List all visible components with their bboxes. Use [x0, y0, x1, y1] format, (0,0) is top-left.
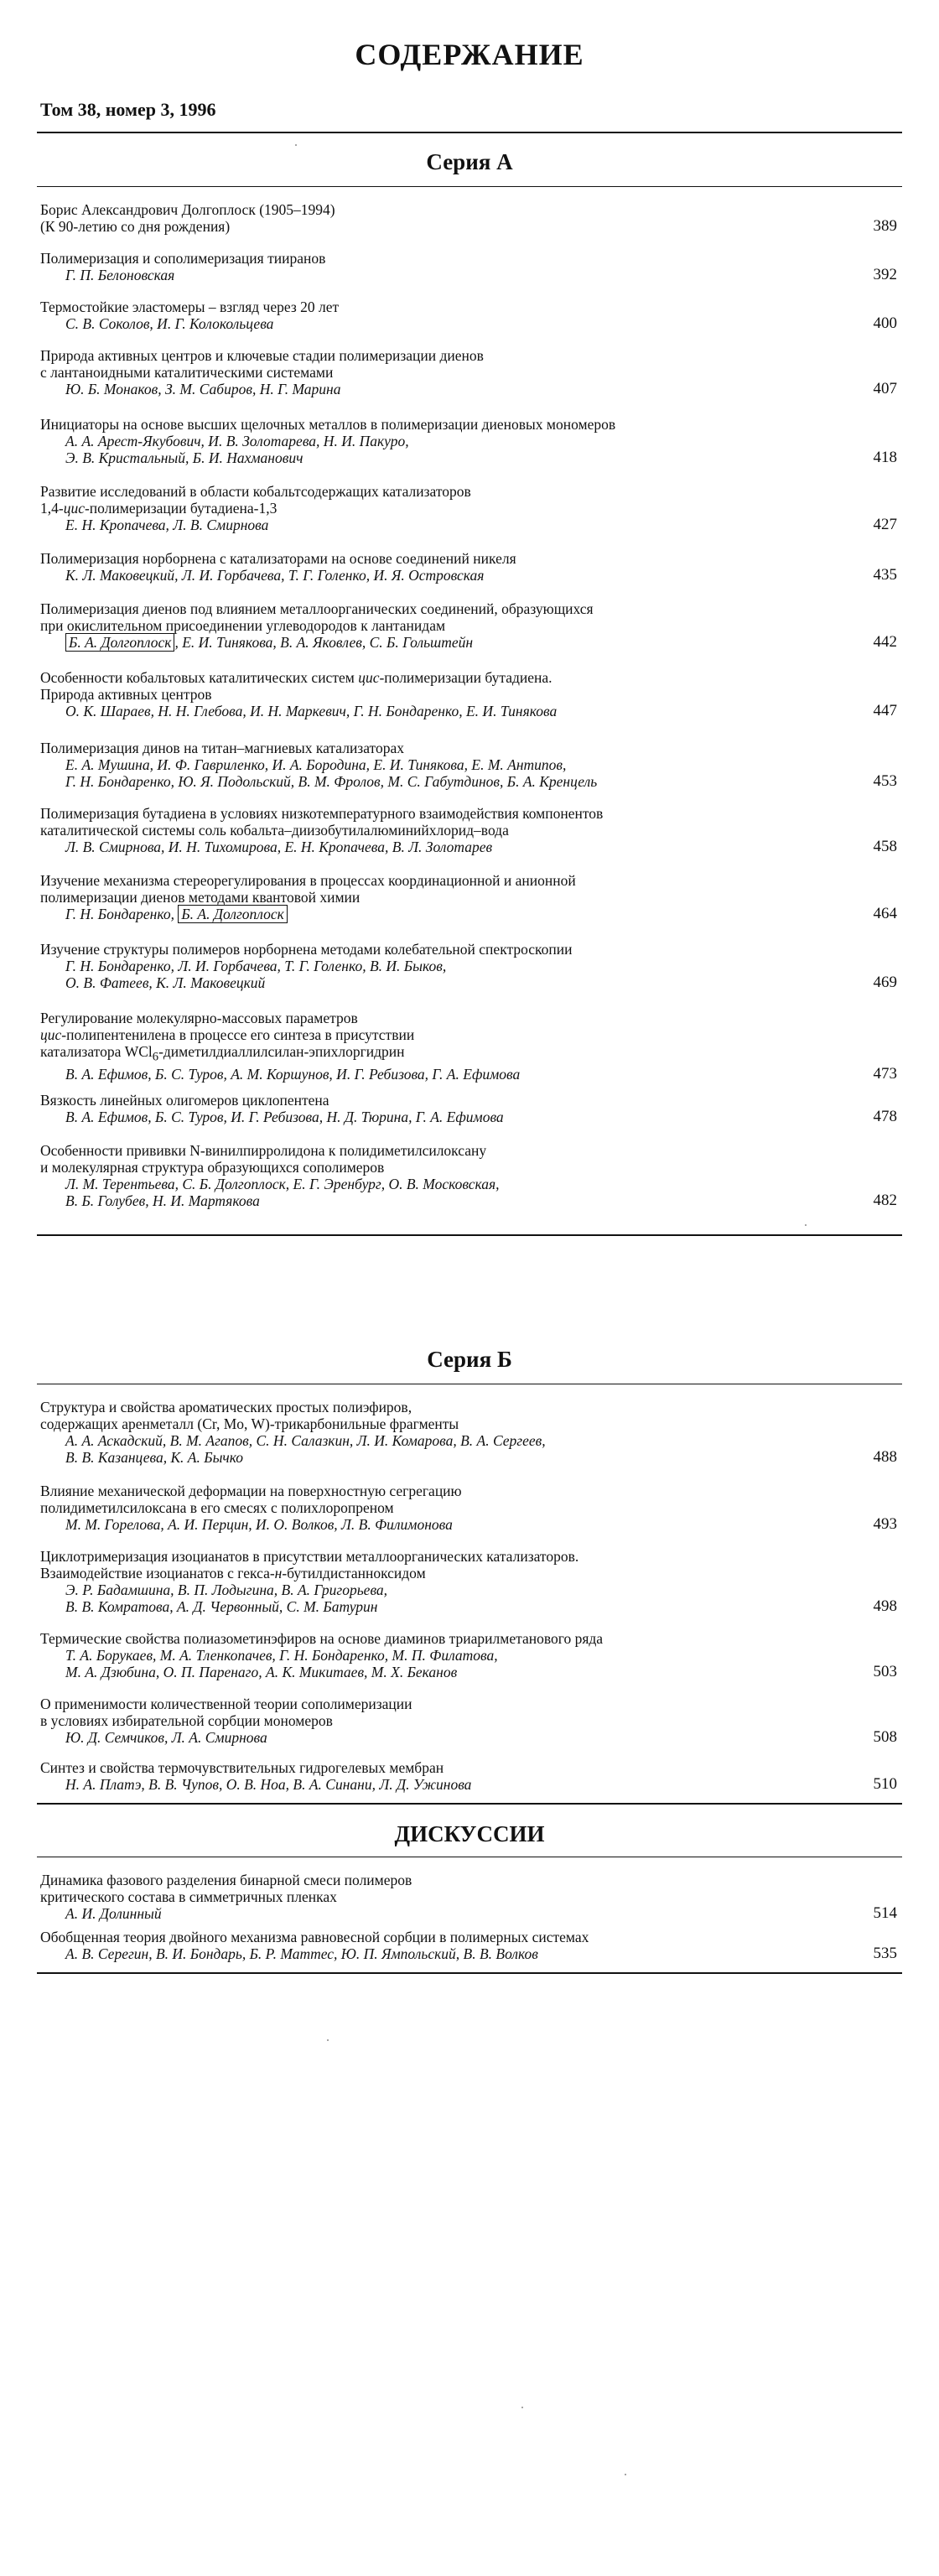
print-speck: [295, 144, 297, 146]
entry-page-number: 435: [873, 566, 897, 584]
entry-title: Полимеризация диенов под влиянием металлоорганических соединений, образующихся при окислительном присоединении углеводородов к лантанидам: [40, 600, 594, 634]
entry-title: Полимеризация бутадиена в условиях низкотемпературного взаимодействия компонентов каталитической системы соль кобальта–диизобутилалюминийхлорид–вода: [40, 805, 604, 839]
toc-entry: [40, 872, 902, 922]
discussions-end-rule: [37, 1972, 902, 1974]
toc-entry: [40, 1483, 902, 1533]
entry-title: Термические свойства полиазометинэфиров на основе диаминов триарилметанового ряда: [40, 1630, 604, 1647]
entry-title: О применимости количественной теории сополимеризации в условиях избирательной сорбции мономеров: [40, 1696, 412, 1729]
entry-authors: В. А. Ефимов, Б. С. Туров, А. М. Коршунов, И. Г. Ребизова, Г. А. Ефимова: [65, 1065, 521, 1083]
entry-authors: В. А. Ефимов, Б. С. Туров, И. Г. Ребизова, Н. Д. Тюрина, Г. А. Ефимова: [65, 1109, 504, 1125]
toc-entry: [40, 1872, 902, 1922]
entry-title: Полимеризация норборнена с катализаторами на основе соединений никеля: [40, 550, 516, 567]
entry-title: Развитие исследований в области кобальтсодержащих катализаторов 1,4-цис-полимеризации бутадиена-1,3: [40, 483, 471, 517]
toc-entry: [40, 1142, 902, 1209]
entry-authors: Л. В. Смирнова, И. Н. Тихомирова, Е. Н. Кропачева, В. Л. Золотарев: [65, 839, 493, 855]
toc-entry: [40, 250, 902, 283]
entry-title: Особенности кобальтовых каталитических систем цис-полимеризации бутадиена. Природа активных центров: [40, 669, 553, 703]
toc-entry: [40, 1399, 902, 1466]
entry-title: Вязкость линейных олигомеров циклопентена: [40, 1092, 329, 1109]
toc-entry: [40, 805, 902, 855]
entry-page-number: 493: [873, 1515, 897, 1533]
toc-entry: [40, 1759, 902, 1793]
entry-page-number: 508: [873, 1728, 897, 1746]
page-title: СОДЕРЖАНИЕ: [355, 38, 584, 71]
entry-authors: К. Л. Маковецкий, Л. И. Горбачева, Т. Г. Голенко, И. Я. Островская: [65, 567, 485, 584]
series-a-rule: [37, 186, 902, 187]
toc-entry: [40, 1929, 902, 1962]
entry-page-number: 453: [873, 772, 897, 790]
toc-entry: [40, 1010, 902, 1083]
entry-page-number: 469: [873, 974, 897, 991]
entry-authors: Л. М. Терентьева, С. Б. Долгоплоск, Е. Г. Эренбург, О. В. Московская, В. Б. Голубев, Н. И. Мартякова: [65, 1176, 500, 1209]
print-speck: [327, 2039, 329, 2041]
entry-title: Природа активных центров и ключевые стадии полимеризации диенов с лантаноидными каталитическими системами: [40, 347, 484, 381]
toc-entry: [40, 1092, 902, 1125]
entry-title: Синтез и свойства термочувствительных гидрогелевых мембран: [40, 1759, 444, 1776]
series-a-end-rule: [37, 1234, 902, 1236]
entry-authors: М. М. Горелова, А. И. Перцин, И. О. Волков, Л. В. Филимонова: [65, 1516, 453, 1533]
entry-authors: А. В. Серегин, В. И. Бондарь, Б. Р. Маттес, Ю. П. Ямпольский, В. В. Волков: [65, 1945, 538, 1962]
entry-authors: А. А. Аскадский, В. М. Агапов, С. Н. Салазкин, Л. И. Комарова, В. А. Сергеев, В. В. Казанцева, К. А. Бычко: [65, 1432, 546, 1466]
entry-page-number: 482: [873, 1192, 897, 1209]
entry-authors: Б. А. Долгоплоск , Е. И. Тинякова, В. А. Яковлев, С. Б. Гольштейн: [40, 634, 902, 651]
entry-page-number: 458: [873, 838, 897, 855]
toc-entry: [40, 550, 902, 584]
entry-page-number: 418: [873, 449, 897, 466]
entry-title: Динамика фазового разделения бинарной смеси полимеров критического состава в симметричных пленках: [40, 1872, 412, 1905]
entry-authors: Н. А. Платэ, В. В. Чупов, О. В. Ноа, В. А. Синани, Л. Д. Ужинова: [65, 1776, 472, 1793]
entry-page-number: 392: [873, 266, 897, 283]
entry-title: Влияние механической деформации на поверхностную сегрегацию полидиметилсилоксана в его смесях с полихлоропреном: [40, 1483, 462, 1516]
toc-entry: [40, 740, 902, 790]
toc-entry: [40, 299, 902, 332]
toc-entry: [40, 1548, 902, 1615]
entry-title: Борис Александрович Долгоплоск (1905–1994) (К 90-летию со дня рождения): [40, 201, 335, 235]
entry-title: Циклотримеризация изоцианатов в присутствии металлоорганических катализаторов. Взаимодействие изоцианатов с гекса-н-бутилдистанноксидом: [40, 1548, 579, 1581]
toc-entry: [40, 416, 902, 466]
entry-title: Особенности прививки N-винилпирролидона к полидиметилсилоксану и молекулярная структура образующихся сополимеров: [40, 1142, 487, 1176]
discussions-heading: ДИСКУССИИ: [394, 1821, 545, 1846]
entry-page-number: 442: [873, 633, 897, 651]
entry-authors: Т. А. Борукаев, М. А. Тленкопачев, Г. Н. Бондаренко, М. П. Филатова, М. А. Дзюбина, О. П. Паренаго, А. К. Микитаев, М. Х. Беканов: [65, 1647, 498, 1680]
toc-entry: [40, 201, 902, 235]
entry-page-number: 389: [873, 217, 897, 235]
entry-title: Структура и свойства ароматических простых полиэфиров, содержащих аренметалл (Cr, Mo, W)-трикарбонильные фрагменты: [40, 1399, 459, 1432]
entry-page-number: 407: [873, 380, 897, 397]
series-b-heading: Серия Б: [427, 1347, 512, 1372]
entry-authors: Ю. Б. Монаков, З. М. Сабиров, Н. Г. Марина: [65, 381, 341, 397]
toc-entry: [40, 483, 902, 533]
entry-page-number: 478: [873, 1108, 897, 1125]
entry-title: Обобщенная теория двойного механизма равновесной сорбции в полимерных системах: [40, 1929, 589, 1945]
toc-entry: [40, 347, 902, 397]
entry-title: Инициаторы на основе высших щелочных металлов в полимеризации диеновых мономеров: [40, 416, 616, 433]
entry-page-number: 535: [873, 1945, 897, 1962]
entry-authors: Е. Н. Кропачева, Л. В. Смирнова: [65, 517, 269, 533]
series-b-end-rule: [37, 1803, 902, 1805]
entry-authors: А. И. Долинный: [65, 1905, 162, 1922]
toc-entry: [40, 1630, 902, 1680]
entry-authors: Г. П. Белоновская: [65, 267, 175, 283]
print-speck: [625, 2474, 626, 2475]
entry-authors: Е. А. Мушина, И. Ф. Гавриленко, И. А. Бородина, Е. И. Тинякова, Е. М. Антипов, Г. Н. Бондаренко, Ю. Я. Подольский, В. М. Фролов, М. С. Габутдинов, Б. А. Кренцель: [65, 756, 598, 790]
entry-authors: Г. Н. Бондаренко, Л. И. Горбачева, Т. Г. Голенко, В. И. Быков, О. В. Фатеев, К. Л. Маковецкий: [65, 958, 447, 991]
entry-title: Изучение структуры полимеров норборнена методами колебательной спектроскопии: [40, 941, 573, 958]
entry-title: Термостойкие эластомеры – взгляд через 20 лет: [40, 299, 340, 315]
toc-entry: [40, 669, 902, 719]
entry-page-number: 447: [873, 702, 897, 719]
toc-entry: [40, 941, 902, 991]
header-rule: [37, 132, 902, 133]
entry-page-number: 427: [873, 516, 897, 533]
print-speck: [521, 2407, 523, 2408]
entry-page-number: 473: [873, 1064, 897, 1083]
entry-authors: Г. Н. Бондаренко, Б. А. Долгоплоск: [40, 906, 902, 922]
entry-page-number: 488: [873, 1448, 897, 1466]
entry-title: Регулирование молекулярно-массовых параметров цис-полипентенилена в процессе его синтеза в присутствии катализатора WCl$_6$-диметилдиаллилсилан-эпихлоргидрин: [40, 1010, 415, 1064]
entry-page-number: 503: [873, 1663, 897, 1680]
entry-authors: Э. Р. Бадамшина, В. П. Лодыгина, В. А. Григорьева, В. В. Комратова, А. Д. Червонный, С. М. Батурин: [65, 1581, 388, 1615]
volume-info: Том 38, номер 3, 1996: [40, 99, 216, 120]
toc-entry: [40, 600, 902, 651]
print-speck: [805, 1224, 807, 1226]
entry-authors: О. К. Шараев, Н. Н. Глебова, И. Н. Маркевич, Г. Н. Бондаренко, Е. И. Тинякова: [65, 703, 558, 719]
entry-page-number: 464: [873, 905, 897, 922]
entry-page-number: 400: [873, 314, 897, 332]
entry-page-number: 510: [873, 1775, 897, 1793]
series-a-heading: Серия А: [426, 149, 513, 174]
entry-authors: С. В. Соколов, И. Г. Колокольцева: [65, 315, 274, 332]
entry-title: Изучение механизма стереорегулирования в процессах координационной и анионной полимеризации диенов методами квантовой химии: [40, 872, 576, 906]
entry-page-number: 514: [873, 1904, 897, 1922]
entry-title: Полимеризация динов на титан–магниевых катализаторах: [40, 740, 404, 756]
toc-entry: [40, 1696, 902, 1746]
entry-authors: А. А. Арест-Якубович, И. В. Золотарева, Н. И. Пакуро, Э. В. Кристальный, Б. И. Нахманович: [65, 433, 409, 466]
entry-title: Полимеризация и сополимеризация тииранов: [40, 250, 326, 267]
entry-page-number: 498: [873, 1597, 897, 1615]
entry-authors: Ю. Д. Семчиков, Л. А. Смирнова: [65, 1729, 267, 1746]
